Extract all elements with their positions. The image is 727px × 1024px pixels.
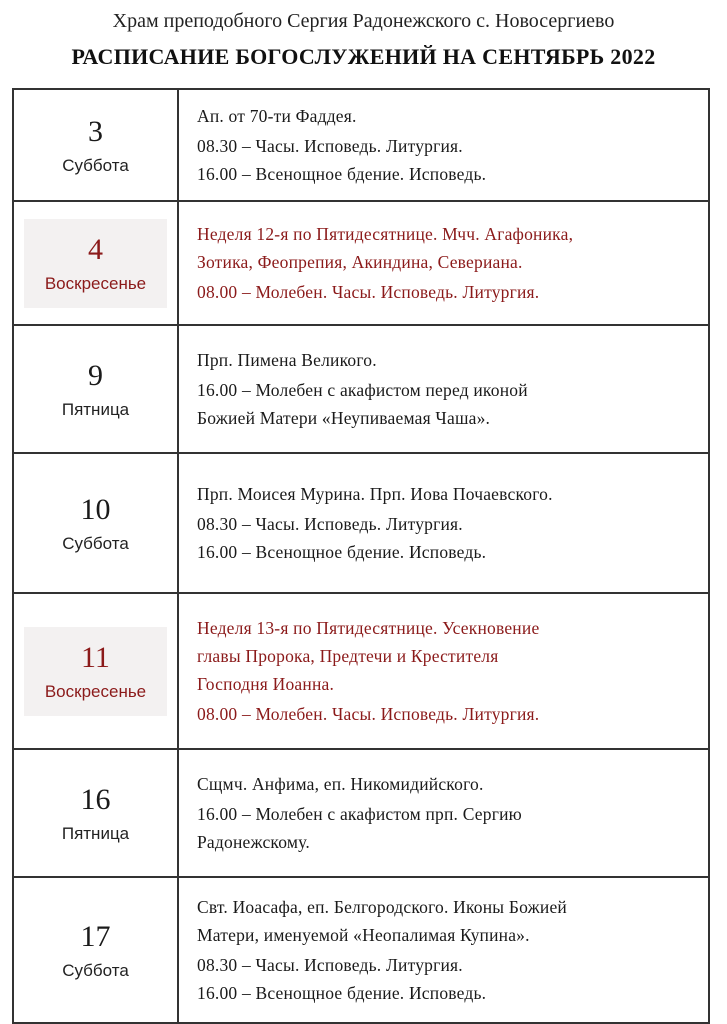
date-cell <box>14 202 179 324</box>
service-times <box>197 951 696 1007</box>
service-times <box>197 278 696 306</box>
service-line: 08.00 – Молебен. Часы. Исповедь. Литургия. <box>197 282 540 302</box>
service-info <box>179 90 708 200</box>
service-times <box>197 700 696 728</box>
service-times <box>197 132 696 188</box>
date-cell <box>14 878 179 1022</box>
church-subtitle: Храм преподобного Сергия Радонежского с. Новосергиево <box>112 10 615 32</box>
date-cell <box>14 594 179 748</box>
service-line: 16.00 – Всенощное бдение. Исповедь. <box>197 983 487 1003</box>
day-number: 9 <box>88 358 103 392</box>
commemoration-text <box>197 770 696 798</box>
schedule-row <box>12 878 710 1024</box>
commemoration-text <box>197 346 696 374</box>
service-info <box>179 878 708 1022</box>
commemoration-text <box>197 220 696 276</box>
schedule-row <box>12 750 710 878</box>
date-cell <box>14 90 179 200</box>
service-line: 08.30 – Часы. Исповедь. Литургия. <box>197 136 463 156</box>
day-number: 3 <box>88 114 103 148</box>
schedule-row <box>12 454 710 594</box>
service-times <box>197 376 696 432</box>
service-info <box>179 750 708 876</box>
weekday-label: Воскресенье <box>44 273 147 293</box>
service-info <box>179 454 708 592</box>
day-number: 17 <box>80 919 111 953</box>
commemoration-line: главы Пророка, Предтечи и Крестителя <box>197 646 499 666</box>
weekday-label: Суббота <box>62 960 129 980</box>
service-info <box>179 594 708 748</box>
weekday-label: Суббота <box>62 533 129 553</box>
service-line: 16.00 – Молебен с акафистом прп. Сергию <box>197 804 522 824</box>
date-cell <box>14 454 179 592</box>
date-block <box>24 769 167 858</box>
schedule-row <box>12 594 710 750</box>
page-title: РАСПИСАНИЕ БОГОСЛУЖЕНИЙ НА СЕНТЯБРЬ 2022 <box>71 44 656 69</box>
commemoration-line: Матери, именуемой «Неопалимая Купина». <box>197 925 530 945</box>
weekday-label: Воскресенье <box>44 681 147 701</box>
date-block <box>24 906 167 995</box>
day-number: 10 <box>80 492 111 526</box>
service-line: 16.00 – Всенощное бдение. Исповедь. <box>197 542 487 562</box>
commemoration-text <box>197 480 696 508</box>
date-block <box>24 627 167 716</box>
commemoration-line: Сщмч. Анфима, еп. Никомидийского. <box>197 774 484 794</box>
service-line: 16.00 – Молебен с акафистом перед иконой <box>197 380 528 400</box>
commemoration-line: Господня Иоанна. <box>197 674 335 694</box>
service-line: 08.00 – Молебен. Часы. Исповедь. Литургия. <box>197 704 540 724</box>
schedule-row <box>12 202 710 326</box>
commemoration-text <box>197 614 696 698</box>
service-line: Радонежскому. <box>197 832 310 852</box>
date-cell <box>14 326 179 452</box>
date-cell <box>14 750 179 876</box>
service-info <box>179 326 708 452</box>
commemoration-line: Ап. от 70-ти Фаддея. <box>197 106 357 126</box>
service-line: Божией Матери «Неупиваемая Чаша». <box>197 408 491 428</box>
service-info <box>179 202 708 324</box>
day-number: 11 <box>81 640 110 674</box>
commemoration-line: Зотика, Феопрепия, Акиндина, Севериана. <box>197 252 523 272</box>
date-block <box>24 219 167 308</box>
schedule-row <box>12 326 710 454</box>
service-times <box>197 800 696 856</box>
day-number: 16 <box>80 782 111 816</box>
commemoration-text <box>197 893 696 949</box>
date-block <box>24 345 167 434</box>
service-line: 16.00 – Всенощное бдение. Исповедь. <box>197 164 487 184</box>
service-times <box>197 510 696 566</box>
schedule-table <box>12 88 710 1024</box>
weekday-label: Пятница <box>61 399 130 419</box>
commemoration-line: Неделя 13-я по Пятидесятнице. Усекновение <box>197 618 540 638</box>
date-block <box>24 101 167 190</box>
commemoration-text <box>197 102 696 130</box>
date-block <box>24 479 167 568</box>
service-line: 08.30 – Часы. Исповедь. Литургия. <box>197 955 463 975</box>
commemoration-line: Прп. Пимена Великого. <box>197 350 377 370</box>
day-number: 4 <box>88 232 103 266</box>
weekday-label: Суббота <box>62 155 129 175</box>
weekday-label: Пятница <box>61 823 130 843</box>
commemoration-line: Прп. Моисея Мурина. Прп. Иова Почаевского. <box>197 484 553 504</box>
commemoration-line: Неделя 12-я по Пятидесятнице. Мчч. Агафоника, <box>197 224 574 244</box>
schedule-row <box>12 90 710 202</box>
commemoration-line: Свт. Иоасафа, еп. Белгородского. Иконы Божией <box>197 897 567 917</box>
service-line: 08.30 – Часы. Исповедь. Литургия. <box>197 514 463 534</box>
